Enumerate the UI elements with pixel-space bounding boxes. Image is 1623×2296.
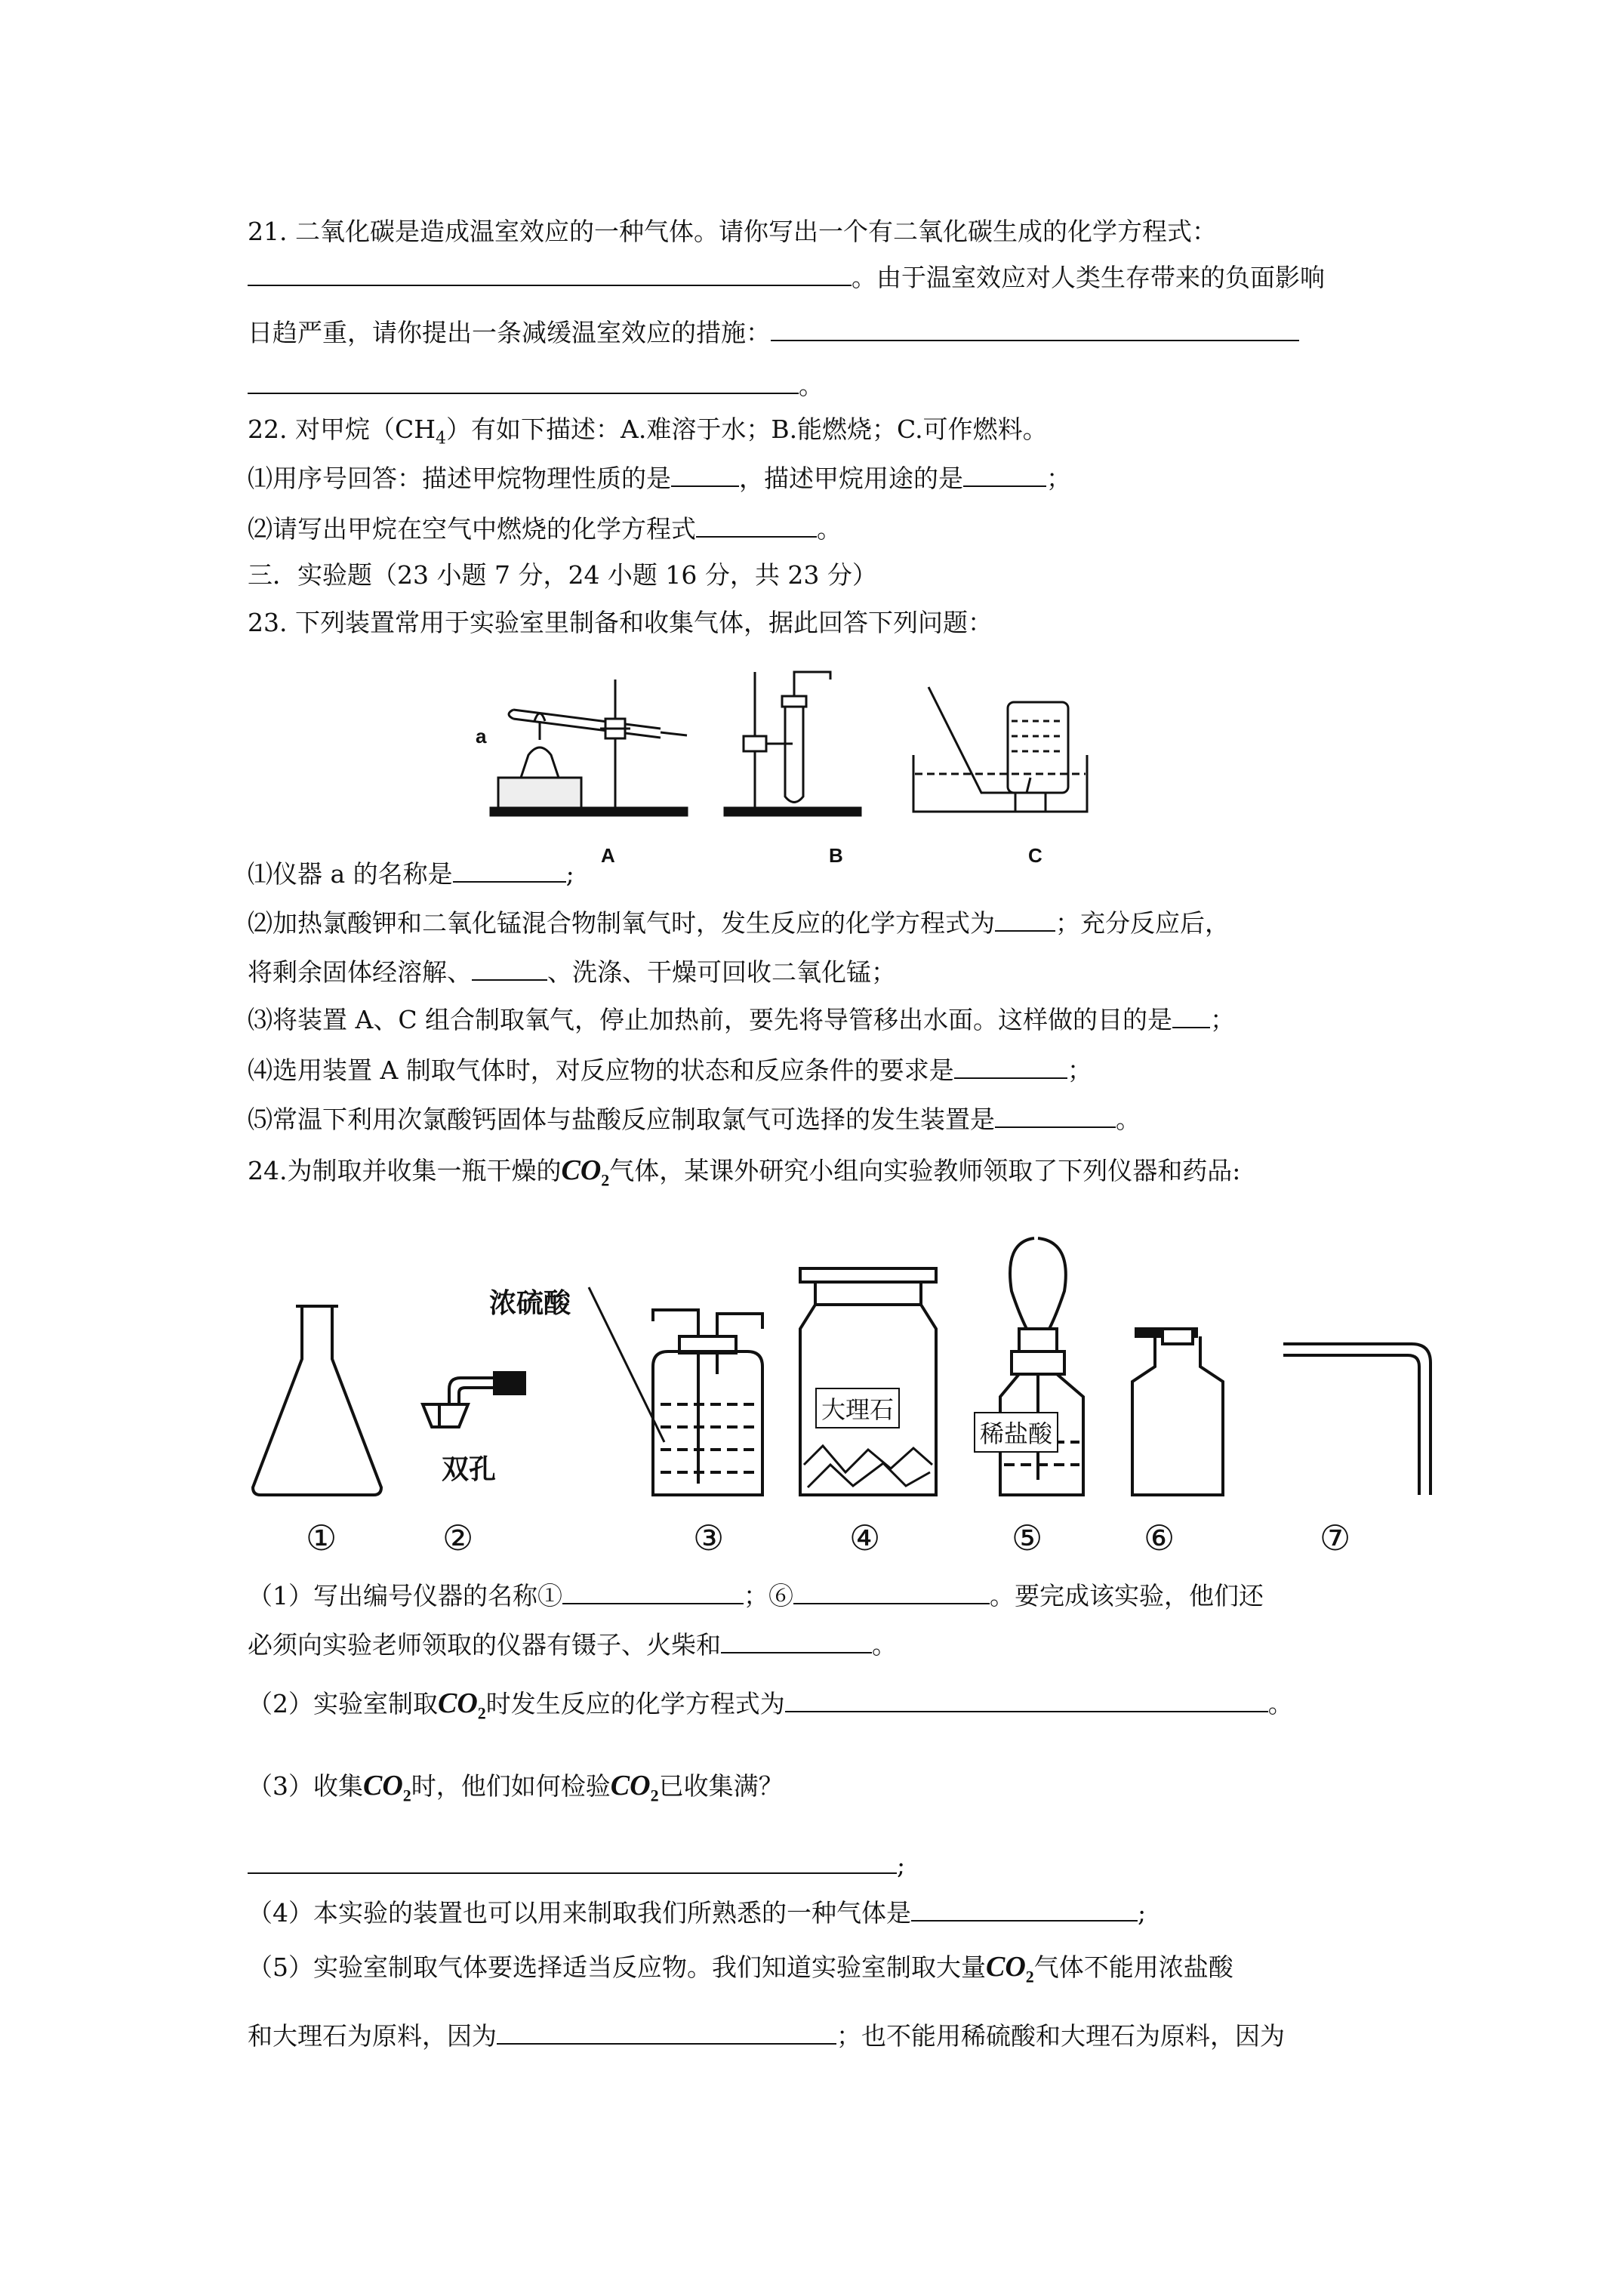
q24-blank-1[interactable] <box>562 1580 744 1604</box>
marble-bottle <box>800 1268 936 1495</box>
q21-answer-blank-1[interactable] <box>248 262 852 286</box>
q24-part-1a: （1）写出编号仪器的名称① ；⑥ 。要完成该实验，他们还 <box>248 1581 1264 1610</box>
q23-part-2a: ⑵加热氯酸钾和二氧化锰混合物制氧气时，发生反应的化学方程式为 ；充分反应后， <box>248 908 1230 938</box>
q21-line-1: 21. 二氧化碳是造成温室效应的一种气体。请你写出一个有二氧化碳生成的化学方程式： <box>248 217 1217 246</box>
q24-instruments-figure <box>242 1223 1412 1510</box>
number-1: ① <box>306 1518 337 1558</box>
q24-blank-4[interactable] <box>785 1688 1268 1712</box>
apparatus-a <box>491 680 687 815</box>
number-3: ③ <box>693 1518 725 1558</box>
label-conc-sulfuric-acid: 浓硫酸 <box>489 1288 571 1319</box>
caption-b: B <box>829 844 843 867</box>
q23-part-4: ⑷选用装置 A 制取气体时，对反应物的状态和反应条件的要求是 ； <box>248 1056 1092 1085</box>
q24-part-1b: 必须向实验老师领取的仪器有镊子、火柴和 。 <box>248 1630 897 1660</box>
q21-line-3: 日趋严重，请你提出一条减缓温室效应的措施： <box>248 317 1299 348</box>
q22-blank-use[interactable] <box>963 463 1046 487</box>
number-5: ⑤ <box>1012 1518 1043 1558</box>
label-two-hole: 双孔 <box>442 1454 497 1485</box>
q24-part-5a: （5）实验室制取气体要选择适当反应物。我们知道实验室制取大量$CO_2$气体不能用浓盐酸 <box>248 1951 1233 1986</box>
label-instrument-a: a <box>476 725 487 747</box>
q23-part-5: ⑸常温下利用次氯酸钙固体与盐酸反应制取氯气可选择的发生装置是 。 <box>248 1105 1141 1134</box>
q24-part-3: （3）收集$CO_2$时，他们如何检验$CO_2$已收集满？ <box>248 1770 784 1805</box>
q23-blank-6[interactable] <box>995 1104 1116 1128</box>
label-dilute-hcl: 稀盐酸 <box>974 1412 1058 1453</box>
co2-formula: $CO_2$ <box>561 1154 610 1190</box>
gas-washing-bottle <box>589 1287 762 1495</box>
number-6: ⑥ <box>1144 1518 1175 1558</box>
q24-blank-6[interactable] <box>911 1897 1138 1922</box>
q22-part-1: ⑴用序号回答：描述甲烷物理性质的是 ，描述甲烷用途的是 ； <box>248 464 1071 493</box>
q22-part-2: ⑵请写出甲烷在空气中燃烧的化学方程式 。 <box>248 514 842 544</box>
q23-blank-4[interactable] <box>1172 1004 1210 1028</box>
conical-flask <box>253 1306 381 1495</box>
q24-blank-2[interactable] <box>793 1580 990 1604</box>
q24-part-4: （4）本实验的装置也可以用来制取我们所熟悉的一种气体是 ; <box>248 1898 1147 1928</box>
q24-part-5b: 和大理石为原料，因为 ；也不能用稀硫酸和大理石为原料，因为 <box>248 2021 1285 2051</box>
q22-blank-physical[interactable] <box>671 463 739 487</box>
label-marble: 大理石 <box>815 1388 900 1428</box>
bent-glass-tube <box>1283 1344 1431 1495</box>
gas-collecting-bottle <box>1132 1329 1223 1495</box>
co2-formula: $CO_2$ <box>986 1951 1034 1986</box>
q21-answer-blank-2[interactable] <box>771 317 1299 341</box>
q24-blank-5[interactable] <box>248 1850 897 1874</box>
number-2: ② <box>442 1518 474 1558</box>
apparatus-b <box>725 672 861 815</box>
q23-stem: 23. 下列装置常用于实验室里制备和收集气体，据此回答下列问题： <box>248 608 993 637</box>
number-4: ④ <box>849 1518 881 1558</box>
q23-apparatus-figure <box>468 657 1110 868</box>
q23-part-2b: 将剩余固体经溶解、 、洗涤、干燥可回收二氧化锰； <box>248 957 896 987</box>
dropper-bottle <box>1000 1238 1083 1495</box>
co2-formula: $CO_2$ <box>363 1770 411 1805</box>
q23-blank-2[interactable] <box>995 908 1055 932</box>
apparatus-c <box>913 687 1087 812</box>
two-hole-stopper <box>423 1373 525 1427</box>
q24-blank-3[interactable] <box>721 1629 872 1653</box>
caption-c: C <box>1028 844 1042 867</box>
q24-part-3-answer: ; <box>248 1850 905 1881</box>
q23-blank-3[interactable] <box>472 957 547 981</box>
q24-part-2: （2）实验室制取$CO_2$时发生反应的化学方程式为 。 <box>248 1687 1293 1723</box>
q23-blank-1[interactable] <box>453 858 566 883</box>
caption-a: A <box>601 844 615 867</box>
co2-formula: $CO_2$ <box>610 1770 659 1805</box>
q23-part-3: ⑶将装置 A、C 组合制取氧气，停止加热前，要先将导管移出水面。这样做的目的是 ； <box>248 1005 1236 1034</box>
q22-stem: 22. 对甲烷$(CH_4)$有如下描述：A.难溶于水；B.能燃烧；C.可作燃料。 <box>248 415 1048 448</box>
q24-blank-7[interactable] <box>497 2020 836 2045</box>
q24-stem: 24.为制取并收集一瓶干燥的$CO_2$气体，某课外研究小组向实验教师领取了下列仪器和药品: <box>248 1154 1241 1190</box>
q23-blank-5[interactable] <box>954 1055 1067 1079</box>
number-7: ⑦ <box>1320 1518 1351 1558</box>
section-3-heading: 三．实验题（23 小题 7 分，24 小题 16 分，共 23 分） <box>248 560 877 590</box>
q21-line-2: 。由于温室效应对人类生存带来的负面影响 <box>248 262 1325 293</box>
co2-formula: $CO_2$ <box>438 1687 486 1723</box>
q22-blank-equation[interactable] <box>696 513 817 538</box>
q21-answer-blank-3[interactable] <box>248 370 799 394</box>
q23-part-1: ⑴仪器 a 的名称是 ; <box>248 859 574 889</box>
q21-line-4: 。 <box>248 370 824 401</box>
